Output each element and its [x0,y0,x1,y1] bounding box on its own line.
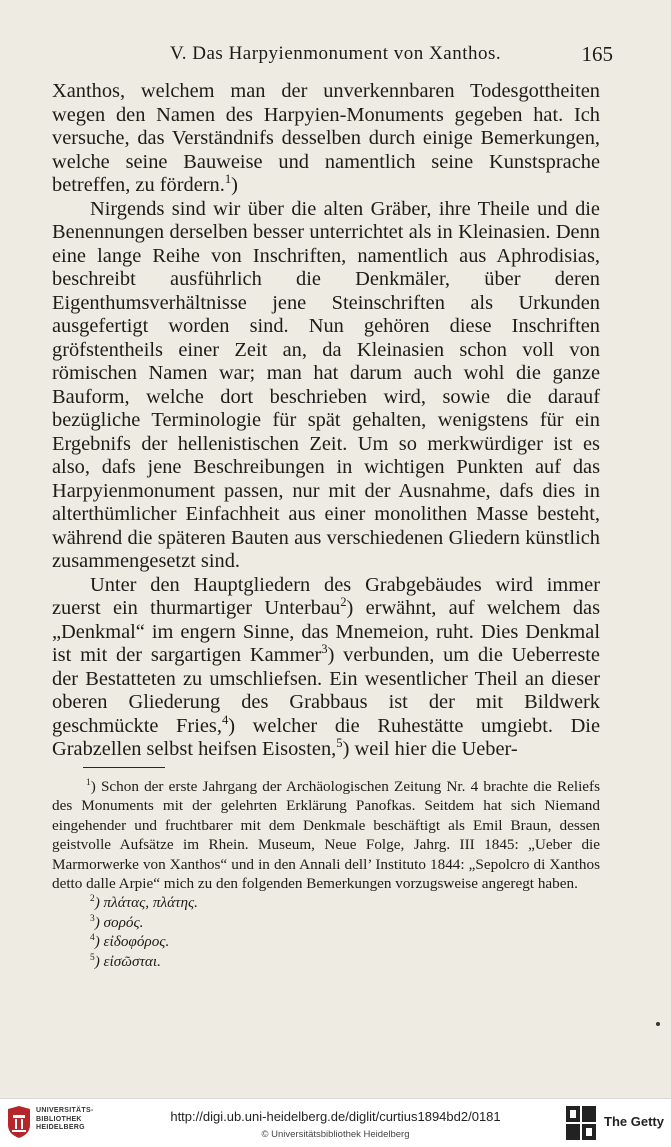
body-text [52,80,600,762]
library-name: UNIVERSITÄTS- BIBLIOTHEK HEIDELBERG [36,1107,94,1131]
paragraph-3: Unter den Hauptgliedern des Grabgebäudes wird immer zuerst ein thurmartiger Unterbau$^2$) erwähnt, auf welchem das „Denkmal“ im engern Sinne, das Mnemeion, ruht. Dies Denkmal ist mit der sargartigen Kammer$^3$) verbunden, um die Ueberreste der Bestatteten zu umschliefsen. Ein wesentlicher Theil an dieser oberen Gliederung des Grabbaus ist der mit Bildwerk geschmückte Fries,$^4$) welcher die Ruhestätte umgiebt. Die Grabzellen selbst heifsen Eisosten,$^5$) weil hier die Ueber- [52,573,601,760]
paragraph-2: Nirgends sind wir über die alten Gräber, ihre Theile und die Benennungen derselben besser unterrichtet als in Kleinasien. Denn eine lange Reihe von Inschriften, namentlich aus Aphrodisias, beschreibt ausführlich die Denkmäler, über deren Eigenthumsverhältnisse jene Steinschriften als Urkunden ausgefertigt worden sind. Nun gehören diese Inschriften gröfstentheils einer Zeit an, da Kleinasien schon voll von römischen Namen war; man hat darum auch wohl die ganze Bauform, welche dort beschrieben wird, sowie die darauf bezügliche Terminologie für spät gehalten, wenigstens für ein Ergebnifs der hellenistischen Zeit. Um so merkwürdiger ist es also, dafs jene Beschreibungen in wichtigen Punkten auf das Harpyienmonument passen, nur mit der Ausnahme, dafs dies in alterthümlicher Einfachheit aus einer monolithen Masse besteht, während die späteren Bauten aus verschiedenen Gliedern künstlich zusammengesetzt sind. [52,197,600,572]
footnote-ref-1: 1 [224,172,232,187]
footnote-4: $^4$) εἰδοφόρος. [90,933,170,951]
viewer-footer [0,1098,671,1147]
page-number: 165 [581,42,613,66]
scan-speck [656,1022,660,1026]
footnote-divider [83,767,165,768]
paragraph-1: Xanthos, welchem man der unverkennbaren Todesgottheiten wegen den Namen des Harpyien-Monuments gegeben hat. Ich versuche, das Verständnifs desselben durch einige Bemerkungen, welche seine Bauweise und namentlich seine Kunstsprache betreffen, zu fördern.$^1$) [52,80,600,196]
getty-logo-icon [564,1103,598,1143]
footnote-ref-2: 2 [340,595,347,610]
footnote-5: $^5$) εἰσῶσται. [90,952,161,970]
footnote-ref-4: 4 [221,712,229,727]
footnote-ref-5: 5 [336,736,343,751]
page-header [52,40,613,68]
running-title: V. Das Harpyienmonument von Xanthos. [170,43,502,64]
partner-name: The Getty [604,1114,664,1129]
footnote-1: $^1$) Schon der erste Jahrgang der Archäologischen Zeitung Nr. 4 brachte die Reliefs des Monuments mit der gelehrten Erklärung Panofkas. Seitdem hat sich Niemand eingehender und fruchtbarer mit dem Denkmale beschäftigt als Emil Braun, dessen geistvolle Aufsätze im Rhein. Museum, Neue Folge, Jahrg. III 1845: „Ueber die Marmorwerke von Xanthos“ und in den Annali dell’ Instituto 1844: „Sepolcro di Xanthos detto dalle Arpie“ mich zu den folgenden Bemerkungen vorzugsweise angeregt haben. [52,777,600,893]
permalink-url[interactable]: http://digi.ub.uni-heidelberg.de/diglit/curtius1894bd2/0181 [170,1109,501,1124]
footnote-3: $^3$) σορός. [90,913,144,931]
copyright-notice: © Universitätsbibliothek Heidelberg [261,1129,410,1140]
footnote-ref-3: 3 [321,642,328,657]
footnotes [52,777,600,971]
footnote-2: $^2$) πλάτας, πλάτης. [90,894,198,912]
